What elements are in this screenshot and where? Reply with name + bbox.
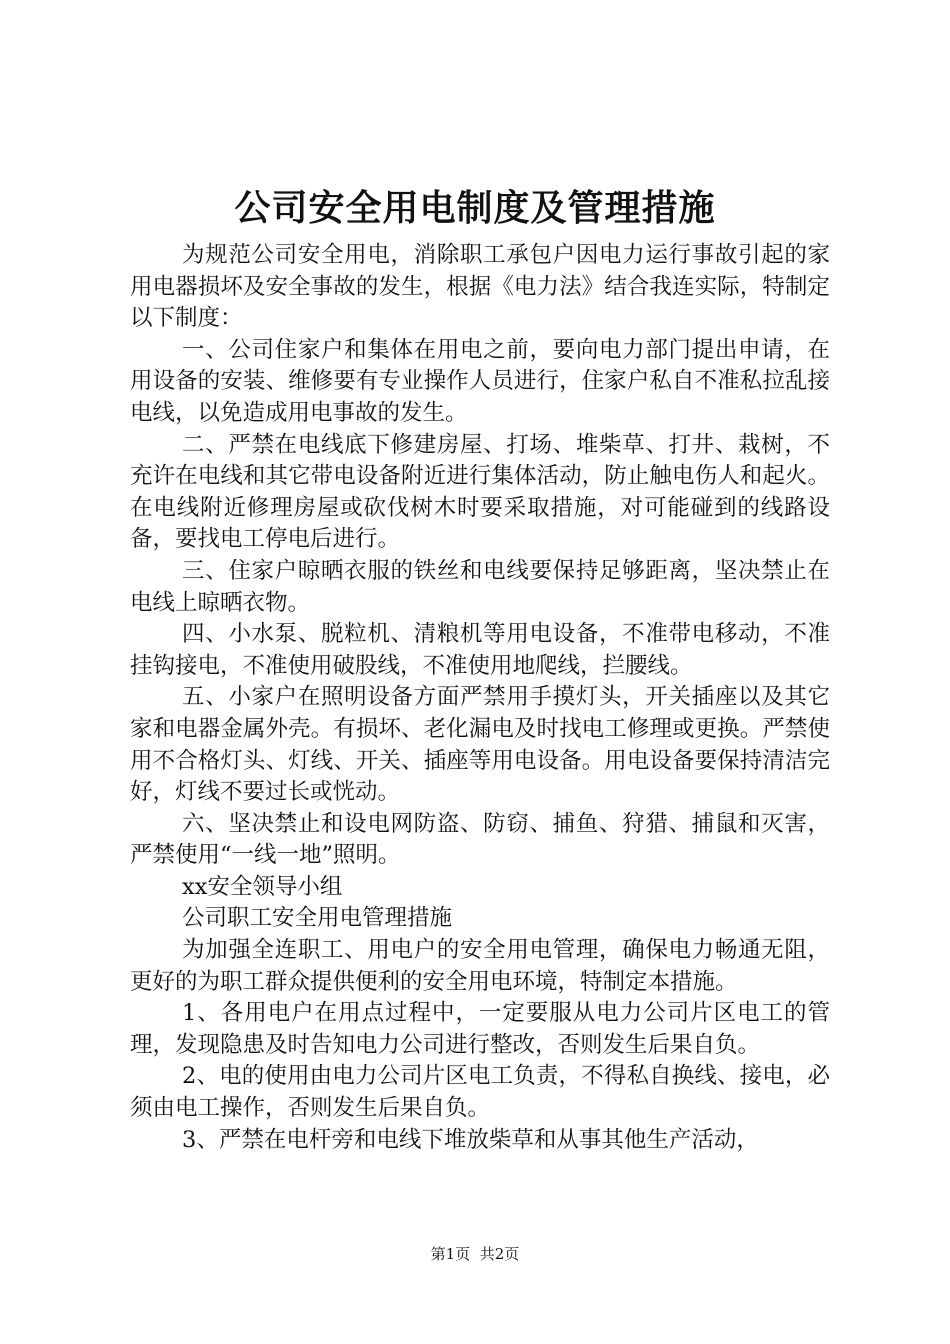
- paragraph-rule-1: 一、公司住家户和集体在用电之前，要向电力部门提出申请，在用设备的安装、维修要有专业操作人员进行，住家户私自不准私拉乱接电线，以免造成用电事故的发生。: [130, 336, 830, 426]
- document-body: [130, 240, 830, 1156]
- paragraph-intro: 为规范公司安全用电，消除职工承包户因电力运行事故引起的家用电器损坏及安全事故的发生，根据《电力法》结合我连实际，特制定以下制度：: [130, 242, 830, 332]
- paragraph-rule-5: 五、小家户在照明设备方面严禁用手摸灯头，开关插座以及其它家和电器金属外壳。有损坏、老化漏电及时找电工修理或更换。严禁使用不合格灯头、灯线、开关、插座等用电设备。用电设备要保持清洁完好，灯线不要过长或恍动。: [130, 684, 830, 806]
- paragraph-measure-2: 2、电的使用由电力公司片区电工负责，不得私自换线、接电，必须由电工操作，否则发生后果自负。: [130, 1063, 830, 1122]
- page-number: 第1页: [430, 1245, 471, 1263]
- paragraph-measure-1: 1、各用电户在用点过程中，一定要服从电力公司片区电工的管理，发现隐患及时告知电力公司进行整改，否则发生后果自负。: [130, 1000, 830, 1058]
- paragraph-rule-2: 二、严禁在电线底下修建房屋、打场、堆柴草、打井、栽树，不充许在电线和其它带电设备附近进行集体活动，防止触电伤人和起火。在电线附近修理房屋或砍伐树木时要采取措施，对可能碰到的线路设备，要找电工停电后进行。: [130, 431, 830, 553]
- paragraph-rule-6: 六、坚决禁止和设电网防盗、防窃、捕鱼、狩猎、捕鼠和灭害，严禁使用“一线一地”照明。: [130, 810, 830, 869]
- paragraph-rule-4: 四、小水泵、脱粒机、清粮机等用电设备，不准带电移动，不准挂钩接电，不准使用破股线，不准使用地爬线，拦腰线。: [130, 621, 830, 679]
- signature-group: xx安全领导小组: [182, 873, 343, 900]
- paragraph-measure-3: 3、严禁在电杆旁和电线下堆放柴草和从事其他生产活动，: [182, 1126, 759, 1153]
- paragraph-measures-intro: 为加强全连职工、用电户的安全用电管理，确保电力畅通无阻，更好的为职工群众提供便利的安全用电环境，特制定本措施。: [130, 937, 830, 995]
- section-heading: 公司职工安全用电管理措施: [182, 905, 453, 932]
- paragraph-rule-3: 三、住家户晾晒衣服的铁丝和电线要保持足够距离，坚决禁止在电线上晾晒衣物。: [130, 557, 830, 616]
- page-total: 共2页: [479, 1245, 520, 1263]
- document-title: 公司安全用电制度及管理措施: [234, 187, 716, 229]
- page-footer: [0, 1243, 950, 1265]
